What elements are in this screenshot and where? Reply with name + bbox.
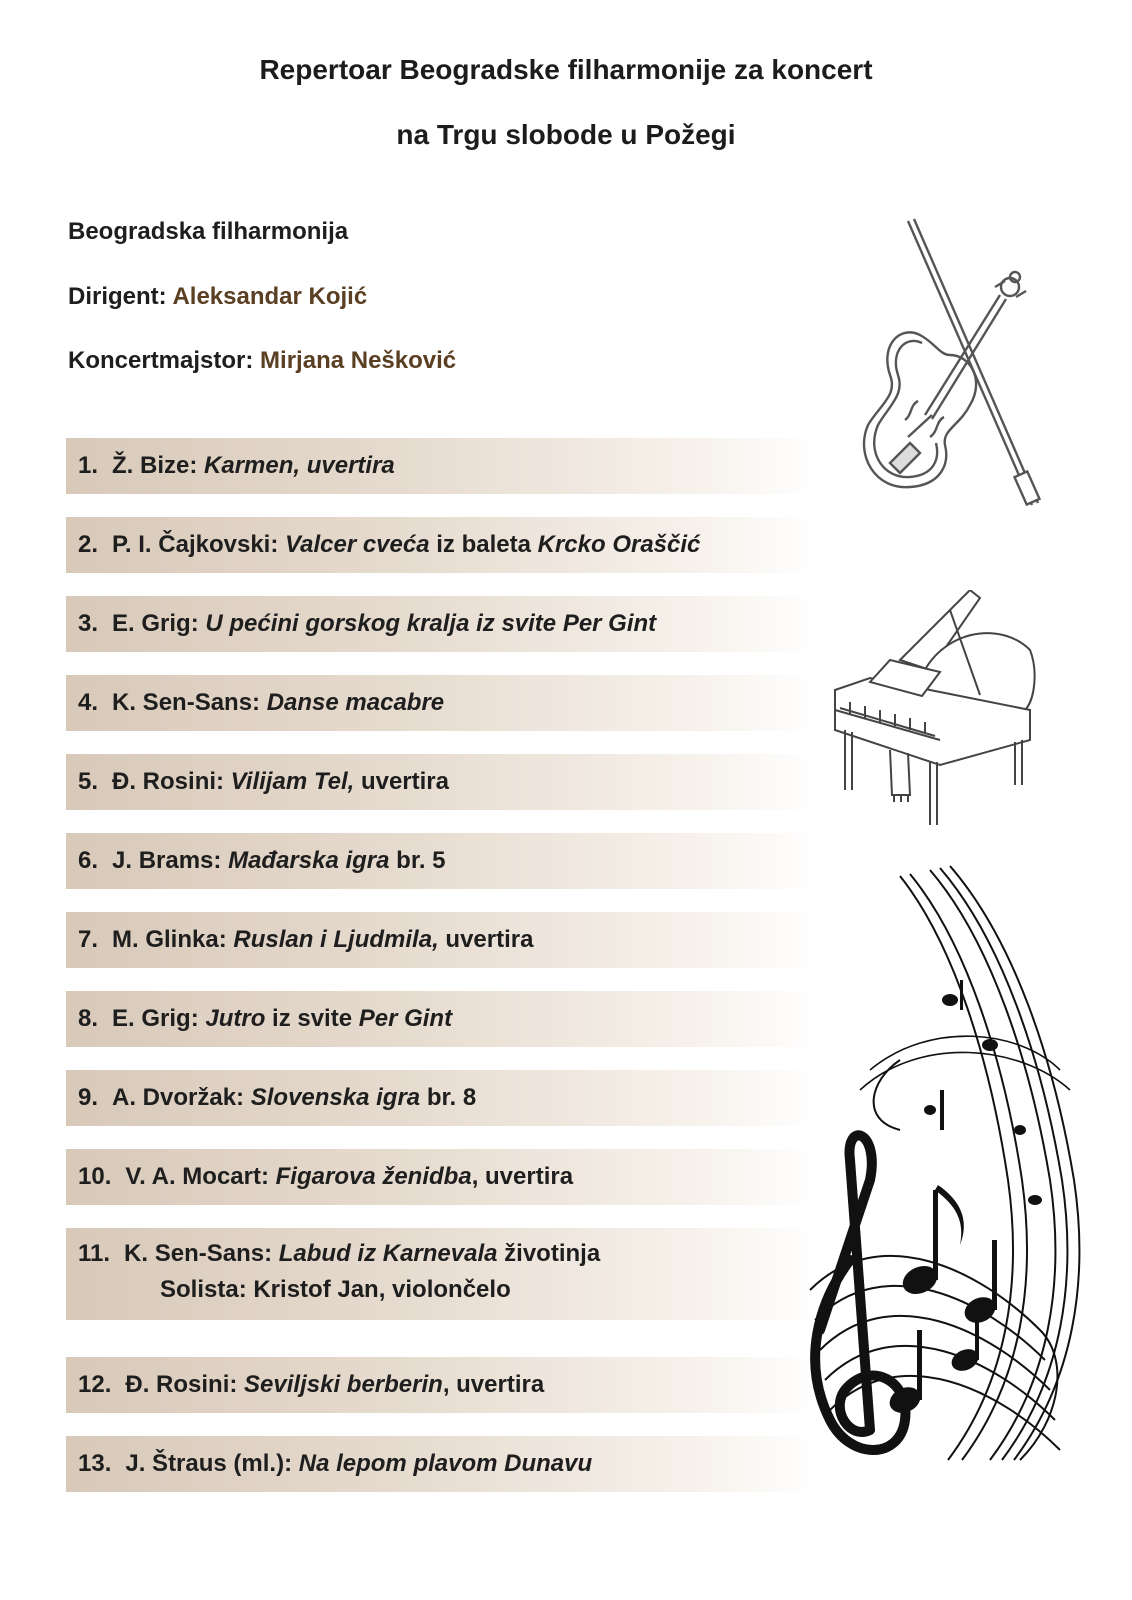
program-item	[66, 991, 816, 1047]
program-item-line	[78, 847, 446, 875]
program-item-work: iz baleta	[429, 531, 538, 558]
program-item-work: , uvertira	[442, 1371, 545, 1398]
program-item-number: 4.	[78, 689, 99, 716]
program-item-composer: K. Sen-Sans:	[124, 1240, 273, 1267]
program-item-number: 11.	[78, 1240, 111, 1267]
program-item-work: Seviljski berberin	[237, 1371, 443, 1398]
program-item	[66, 596, 816, 652]
program-item-work: Krcko Oraščić	[537, 531, 701, 558]
orchestra-name: Beogradska filharmonija	[68, 218, 349, 245]
program-item-line	[78, 452, 395, 480]
program-item-work: Na lepom plavom Dunavu	[292, 1450, 593, 1477]
program-item-number: 12.	[78, 1371, 112, 1398]
program-item-composer: A. Dvoržak:	[112, 1084, 245, 1111]
program-item-work: Per Gint	[358, 1005, 453, 1032]
program-item-work: Mađarska igra	[221, 847, 390, 874]
title-line-1: Repertoar Beogradske filharmonije za koncert	[259, 54, 873, 85]
program-item-composer: Đ. Rosini:	[125, 1371, 238, 1398]
program-item-number: 7.	[78, 926, 99, 953]
program-item-number: 6.	[78, 847, 99, 874]
program-item-line	[78, 768, 449, 796]
conductor-line	[68, 283, 367, 311]
program-item	[66, 438, 816, 494]
program-item-work: Valcer cveća	[278, 531, 430, 558]
program-item-line	[78, 1240, 600, 1267]
program-item-number: 10.	[78, 1163, 112, 1190]
conductor-name: Aleksandar Kojić	[172, 283, 368, 310]
program-item-composer: P. I. Čajkovski:	[112, 531, 279, 558]
program-item-work: Slovenska igra	[244, 1084, 421, 1111]
concertmaster-name: Mirjana Nešković	[260, 347, 457, 374]
concertmaster-label: Koncertmajstor:	[68, 347, 254, 374]
program-item-work: uvertira	[354, 768, 449, 795]
program-item-line	[78, 926, 533, 954]
program-item	[66, 1228, 816, 1320]
program-item-number: 8.	[78, 1005, 99, 1032]
concertmaster-line	[68, 347, 456, 375]
program-item-work: Vilijam Tel,	[224, 768, 355, 795]
title-line-2: na Trgu slobode u Požegi	[396, 119, 736, 150]
program-item-work: Jutro	[198, 1005, 266, 1032]
program-item-composer: V. A. Mocart:	[125, 1163, 269, 1190]
program-item-soloist: Solista: Kristof Jan, violončelo	[160, 1276, 511, 1303]
program-item-composer: Đ. Rosini:	[112, 768, 225, 795]
program-item-line	[78, 610, 656, 638]
program-item-work: br. 5	[389, 847, 446, 874]
program-item-work: Figarova ženidba	[268, 1163, 472, 1190]
program-item-number: 5.	[78, 768, 99, 795]
program-item-work: uvertira	[438, 926, 534, 953]
program-item-work: Karmen, uvertira	[197, 452, 395, 479]
program-item-composer: J. Štraus (ml.):	[125, 1450, 293, 1477]
program-item	[66, 675, 816, 731]
conductor-label: Dirigent:	[68, 283, 167, 310]
program-item	[66, 1357, 816, 1413]
program-item-work: , uvertira	[471, 1163, 574, 1190]
program-item-composer: K. Sen-Sans:	[112, 689, 261, 716]
program-item-line	[78, 689, 444, 717]
program-item-composer: M. Glinka:	[112, 926, 227, 953]
program-item-work: U pećini gorskog kralja iz svite Per Gint	[198, 610, 657, 637]
music-notes-illustration	[790, 860, 1090, 1520]
program-item-work: iz svite	[265, 1005, 359, 1032]
program-item-composer: Ž. Bize:	[112, 452, 198, 479]
program-item-work: životinja	[497, 1240, 601, 1267]
program-item-number: 2.	[78, 531, 99, 558]
program-item	[66, 833, 816, 889]
program-item-composer: E. Grig:	[112, 610, 199, 637]
program-item-line	[78, 1163, 573, 1191]
program-item-line	[78, 1371, 544, 1399]
program-item-line	[78, 1005, 452, 1033]
program-item-number: 13.	[78, 1450, 112, 1477]
program-item-work: Danse macabre	[260, 689, 445, 716]
violin-illustration	[850, 215, 1050, 515]
grand-piano-illustration	[830, 590, 1040, 840]
program-item	[66, 754, 816, 810]
program-item-number: 1.	[78, 452, 99, 479]
program-item-line	[78, 1084, 476, 1112]
program-item	[66, 1149, 816, 1205]
program-item	[66, 517, 816, 573]
program-item	[66, 912, 816, 968]
program-item-line	[78, 531, 700, 559]
program-item-work: br. 8	[420, 1084, 477, 1111]
program-item-work: Ruslan i Ljudmila,	[226, 926, 439, 953]
program-item	[66, 1436, 816, 1492]
program-item-composer: J. Brams:	[112, 847, 222, 874]
program-item-number: 3.	[78, 610, 99, 637]
program-item-number: 9.	[78, 1084, 99, 1111]
program-item-work: Labud iz Karnevala	[272, 1240, 498, 1267]
program-item-line	[78, 1450, 592, 1478]
program-item	[66, 1070, 816, 1126]
program-item-composer: E. Grig:	[112, 1005, 199, 1032]
